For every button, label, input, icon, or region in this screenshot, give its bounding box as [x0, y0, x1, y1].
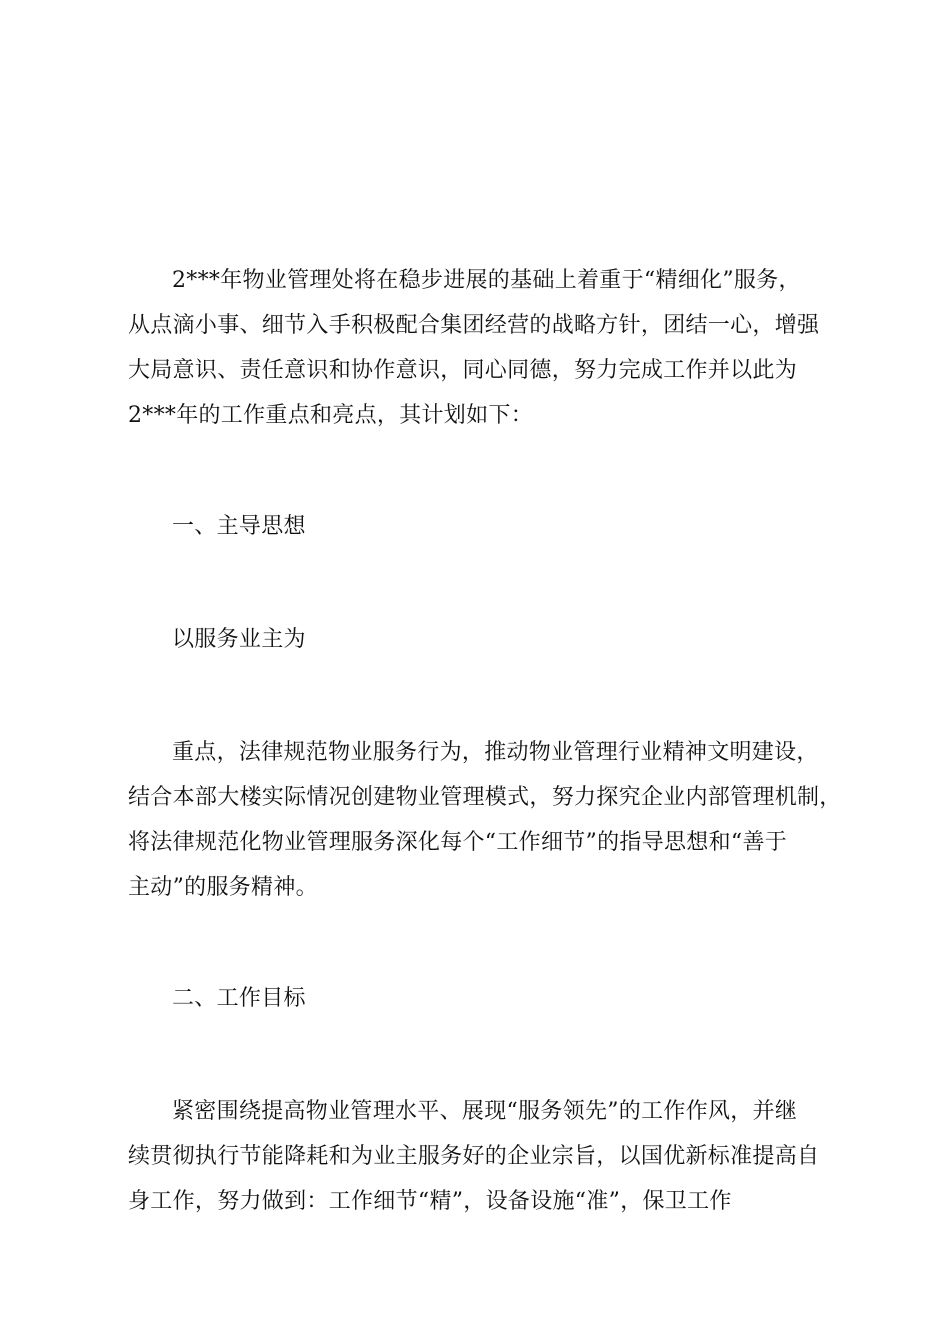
section-1-line: 将法律规范化物业管理服务深化每个“工作细节”的指导思想和“善于 [128, 830, 788, 855]
section-1-line: 主动”的服务精神。 [128, 875, 318, 900]
section-2-line: 身工作，努力做到：工作细节“精”，设备设施“准”，保卫工作 [128, 1189, 732, 1214]
intro-line: 2***年的工作重点和亮点，其计划如下： [128, 403, 533, 428]
intro-line: 2***年物业管理处将在稳步进展的基础上着重于“精细化”服务， [172, 268, 801, 293]
intro-paragraph [128, 258, 834, 438]
intro-line: 从点滴小事、细节入手积极配合集团经营的战略方针，团结一心，增强 [128, 313, 820, 338]
section-2-heading: 二、工作目标 [172, 986, 306, 1011]
section-1-line: 结合本部大楼实际情况创建物业管理模式，努力探究企业内部管理机制， [128, 785, 842, 810]
document-page [128, 258, 842, 1224]
section-1-line: 重点，法律规范物业服务行为，推动物业管理行业精神文明建设， [172, 740, 819, 765]
section-2-paragraph [128, 1089, 834, 1224]
section-1-lead: 以服务业主为 [172, 627, 306, 652]
section-2-line: 紧密围绕提高物业管理水平、展现“服务领先”的工作作风，并继 [172, 1099, 798, 1124]
section-1-heading: 一、主导思想 [172, 514, 306, 539]
intro-line: 大局意识、责任意识和协作意识，同心同德，努力完成工作并以此为 [128, 358, 798, 383]
section-1-paragraph [128, 730, 842, 910]
section-2-line: 续贯彻执行节能降耗和为业主服务好的企业宗旨，以国优新标准提高自 [128, 1144, 820, 1169]
